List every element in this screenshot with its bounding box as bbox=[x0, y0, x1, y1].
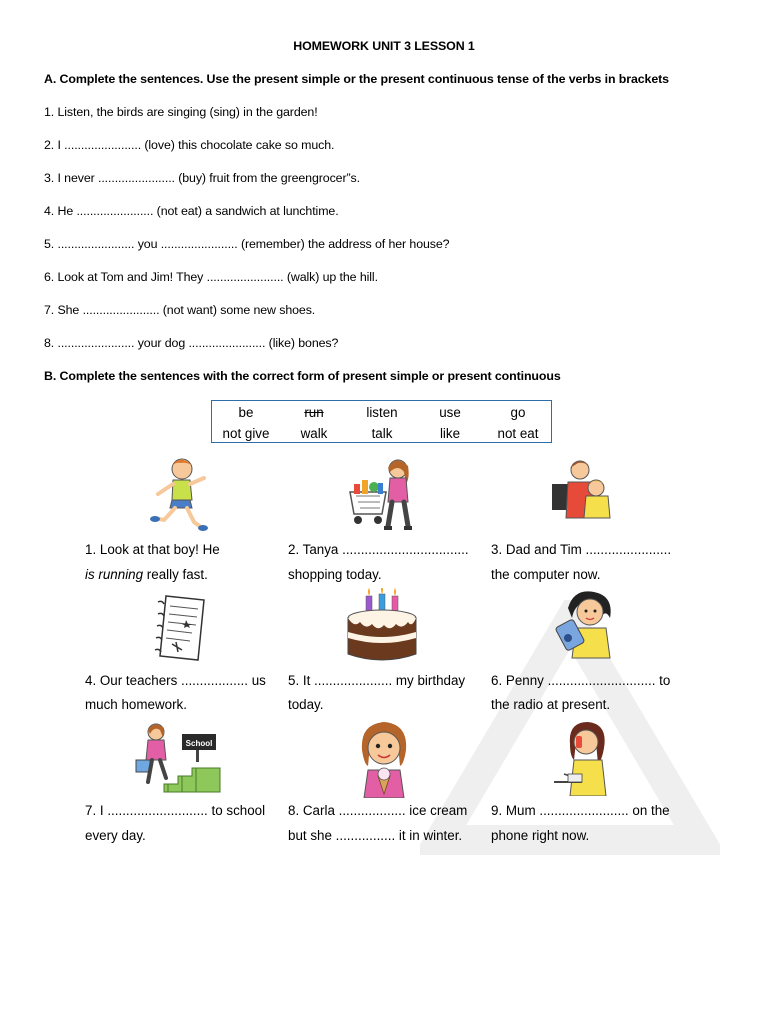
section-b-heading: B. Complete the sentences with the correct form of present simple or present continuous bbox=[44, 369, 561, 383]
section-a-item-2: 2. I ....................... (love) this chocolate cake so much. bbox=[44, 138, 335, 152]
exercise-4-line-2: much homework. bbox=[85, 697, 187, 712]
exercise-1-line-2 bbox=[85, 567, 208, 582]
exercise-1-line-2-rest: really fast. bbox=[143, 567, 208, 582]
section-a-heading: A. Complete the sentences. Use the present simple or the present continuous tense of the verbs in brackets bbox=[44, 72, 669, 86]
birthday-cake-icon bbox=[346, 588, 418, 664]
section-a-item-6: 6. Look at Tom and Jim! They ....................... (walk) up the hill. bbox=[44, 270, 378, 284]
section-a-item-5: 5. ....................... you ....................... (remember) the address of her house? bbox=[44, 237, 450, 251]
exercise-6-line-2: the radio at present. bbox=[491, 697, 611, 712]
word-box-item: go bbox=[510, 405, 526, 420]
word-box-item: like bbox=[439, 426, 461, 441]
mum-on-phone-icon bbox=[552, 720, 616, 796]
exercise-2-line-2: shopping today. bbox=[288, 567, 382, 582]
exercise-5-line-2: today. bbox=[288, 697, 324, 712]
word-box-item-used: run bbox=[304, 405, 324, 420]
exercise-8-line-1: 8. Carla .................. ice cream bbox=[288, 803, 468, 818]
exercise-8-line-2: but she ................ it in winter. bbox=[288, 828, 463, 843]
section-a-item-1: 1. Listen, the birds are singing (sing) in the garden! bbox=[44, 105, 318, 119]
dad-and-son-computer-icon bbox=[550, 456, 616, 524]
word-box-item: be bbox=[238, 405, 254, 420]
section-a-item-3: 3. I never ....................... (buy) fruit from the greengrocer”s. bbox=[44, 171, 360, 185]
word-box-item: not give bbox=[222, 426, 270, 441]
exercise-3-line-2: the computer now. bbox=[491, 567, 601, 582]
word-box-item: listen bbox=[366, 405, 398, 420]
girl-walking-to-school-icon bbox=[134, 718, 226, 796]
exercise-9-line-2: phone right now. bbox=[491, 828, 590, 843]
word-box-item: walk bbox=[300, 426, 328, 441]
word-box-item: use bbox=[439, 405, 461, 420]
section-a-item-4: 4. He ....................... (not eat) a sandwich at lunchtime. bbox=[44, 204, 339, 218]
running-boy-icon bbox=[150, 456, 210, 534]
girl-ice-cream-icon bbox=[358, 720, 410, 798]
exercise-1-line-1: 1. Look at that boy! He bbox=[85, 542, 220, 557]
shopping-girl-icon bbox=[348, 456, 420, 534]
exercise-7-line-2: every day. bbox=[85, 828, 146, 843]
girl-radio-icon bbox=[554, 588, 618, 660]
section-a-item-7: 7. She ....................... (not want) some new shoes. bbox=[44, 303, 316, 317]
exercise-5-line-1: 5. It ..................... my birthday bbox=[288, 673, 466, 688]
word-box bbox=[211, 400, 552, 443]
homework-paper-icon bbox=[152, 592, 212, 664]
school-sign-label: School bbox=[185, 739, 213, 748]
exercise-7-line-1: 7. I ........................... to school bbox=[85, 803, 266, 818]
word-box-item: talk bbox=[371, 426, 393, 441]
exercise-1-example-answer: is running bbox=[85, 567, 144, 582]
exercise-6-line-1: 6. Penny ............................. to bbox=[491, 673, 671, 688]
section-a-item-8: 8. ....................... your dog ....................... (like) bones? bbox=[44, 336, 339, 350]
page-title: HOMEWORK UNIT 3 LESSON 1 bbox=[293, 39, 475, 53]
exercise-3-line-1: 3. Dad and Tim ....................... bbox=[491, 542, 672, 557]
word-box-item: not eat bbox=[497, 426, 539, 441]
exercise-4-line-1: 4. Our teachers .................. us bbox=[85, 673, 266, 688]
exercise-2-line-1: 2. Tanya .................................. bbox=[288, 542, 469, 557]
exercise-9-line-1: 9. Mum ........................ on the bbox=[491, 803, 670, 818]
